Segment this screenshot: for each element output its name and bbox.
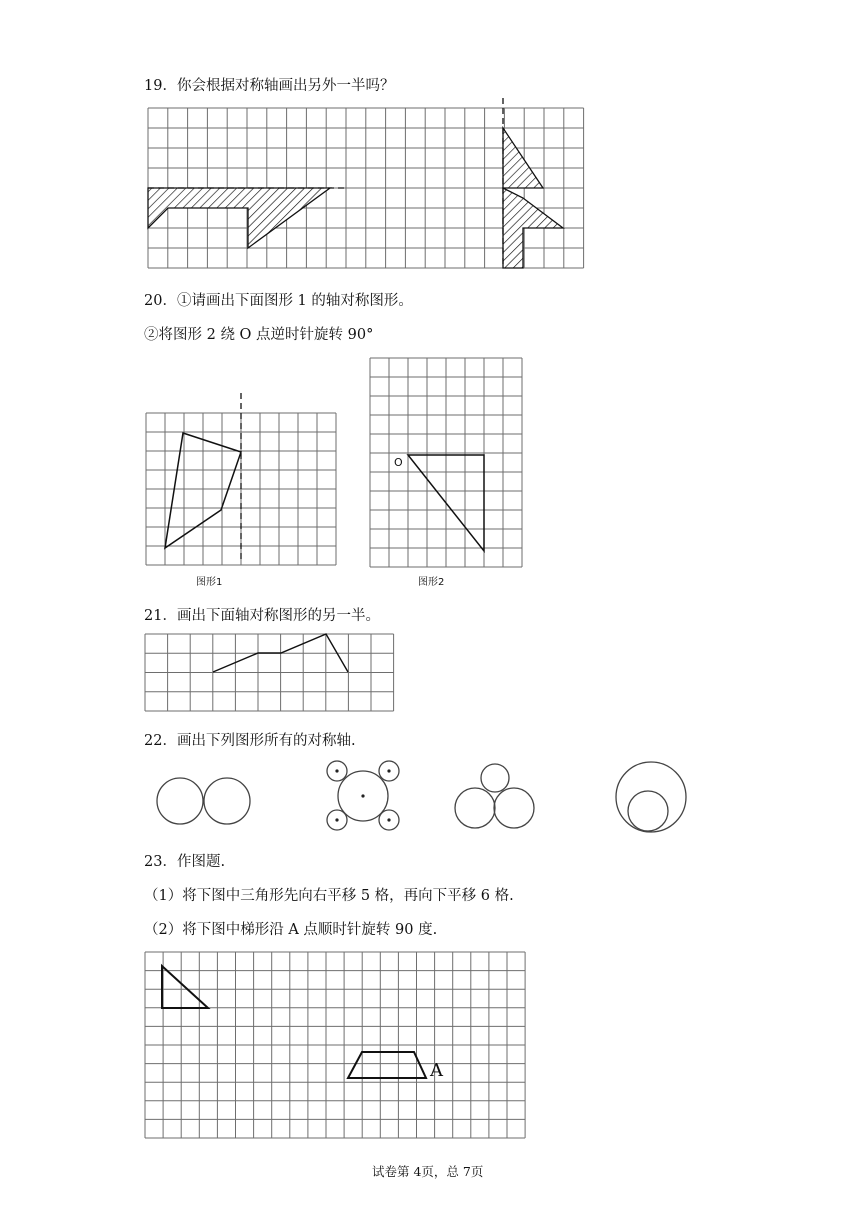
outer-circle bbox=[616, 762, 686, 832]
corner-circle-bl bbox=[327, 810, 347, 830]
two-circles-right bbox=[204, 778, 250, 824]
question-23-text: 23．作图题. bbox=[144, 854, 226, 870]
trapezoid-shape bbox=[348, 1052, 426, 1078]
three-circles-left bbox=[455, 788, 495, 828]
corner-circle-tr bbox=[379, 761, 399, 781]
corner-circle-tl bbox=[327, 761, 347, 781]
figure-2-caption: 图形2 bbox=[418, 577, 445, 588]
question-20-line1: 20．①请画出下面图形 1 的轴对称图形。 bbox=[144, 293, 413, 309]
figure-2-triangle bbox=[408, 455, 484, 551]
page-footer: 试卷第 4页，总 7页 bbox=[372, 1164, 484, 1179]
point-a-label: A bbox=[430, 1060, 443, 1081]
question-22-text: 22．画出下列图形所有的对称轴. bbox=[144, 733, 356, 749]
question-21-text: 21．画出下面轴对称图形的另一半。 bbox=[144, 608, 380, 624]
question-23-sub1: （1）将下图中三角形先向右平移 5 格，再向下平移 6 格. bbox=[144, 888, 514, 904]
three-circles-right bbox=[494, 788, 534, 828]
point-o-label: O bbox=[394, 456, 403, 469]
two-circles-left bbox=[157, 778, 203, 824]
center-circle bbox=[338, 771, 388, 821]
corner-circle-br bbox=[379, 810, 399, 830]
q19-right-shaded-top bbox=[503, 128, 543, 188]
triangle-shape bbox=[162, 966, 208, 1008]
q19-left-shaded-shape bbox=[148, 188, 330, 248]
figure-1-quadrilateral bbox=[165, 433, 241, 548]
inner-circle bbox=[628, 791, 668, 831]
figure-1-caption: 图形1 bbox=[196, 577, 223, 588]
question-23-sub2: （2）将下图中梯形沿 A 点顺时针旋转 90 度. bbox=[144, 922, 438, 938]
question-20-line2: ②将图形 2 绕 O 点逆时针旋转 90° bbox=[144, 327, 374, 343]
three-circles-top bbox=[481, 764, 509, 792]
question-19-text: 19．你会根据对称轴画出另外一半吗？ bbox=[144, 78, 395, 94]
q19-right-shaded-bottom bbox=[503, 188, 563, 268]
